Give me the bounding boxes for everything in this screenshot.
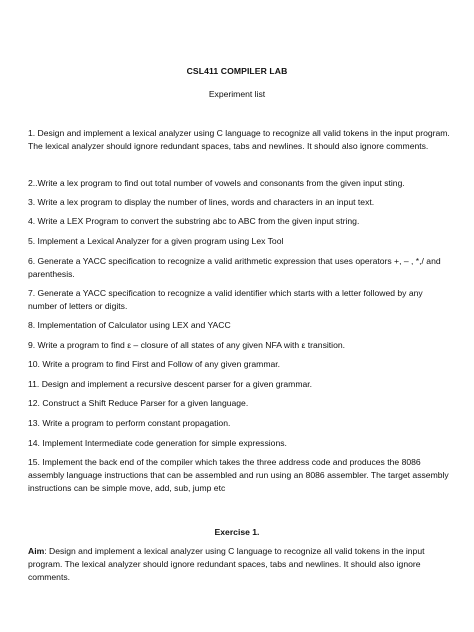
experiment-item: 14. Implement Intermediate code generation for simple expressions. — [28, 438, 287, 448]
document-subtitle: Experiment list — [208, 89, 266, 99]
experiment-item: 3. Write a lex program to display the number of lines, words and characters in an input text. — [28, 197, 375, 207]
experiment-item: 13. Write a program to perform constant propagation. — [28, 418, 231, 428]
experiment-item: 6. Generate a YACC specification to recognize a valid arithmetic expression that uses operators +, – , *,/ and parenthesis. — [28, 256, 441, 279]
document-title: CSL411 COMPILER LAB — [186, 66, 288, 76]
experiment-item: 4. Write a LEX Program to convert the substring abc to ABC from the given input string. — [28, 216, 360, 226]
experiment-item: 11. Design and implement a recursive descent parser for a given grammar. — [28, 379, 313, 389]
experiment-item: 10. Write a program to find First and Follow of any given grammar. — [28, 359, 281, 369]
aim-label: Aim — [28, 546, 45, 556]
exercise-heading: Exercise 1. — [214, 527, 260, 537]
experiment-item: 2..Write a lex program to find out total number of vowels and consonants from the given input sting. — [28, 178, 405, 188]
aim-text: : Design and implement a lexical analyzer using C language to recognize all valid tokens in the input program. The lexical analyzer should ignore redundant spaces, tabs and newlines. It should also ignore comments. — [28, 546, 425, 582]
experiment-item: 1. Design and implement a lexical analyzer using C language to recognize all valid tokens in the input program. The lexical analyzer should ignore redundant spaces, tabs and newlines. It should also ignore comments. — [28, 128, 450, 151]
experiment-item: 15. Implement the back end of the compiler which takes the three address code and produces the 8086 assembly language instructions that can be assembled and run using an 8086 assembler. The target assembly instructions can be simple move, add, sub, jump etc — [28, 457, 449, 493]
experiment-item: 7. Generate a YACC specification to recognize a valid identifier which starts with a letter followed by any number of letters or digits. — [28, 288, 423, 311]
experiment-item: 8. Implementation of Calculator using LEX and YACC — [28, 320, 231, 330]
experiment-item: 9. Write a program to find ε – closure of all states of any given NFA with ε transition. — [28, 340, 346, 350]
experiment-item: 5. Implement a Lexical Analyzer for a given program using Lex Tool — [28, 236, 284, 246]
aim-paragraph — [28, 545, 453, 584]
experiment-item: 12. Construct a Shift Reduce Parser for a given language. — [28, 398, 249, 408]
